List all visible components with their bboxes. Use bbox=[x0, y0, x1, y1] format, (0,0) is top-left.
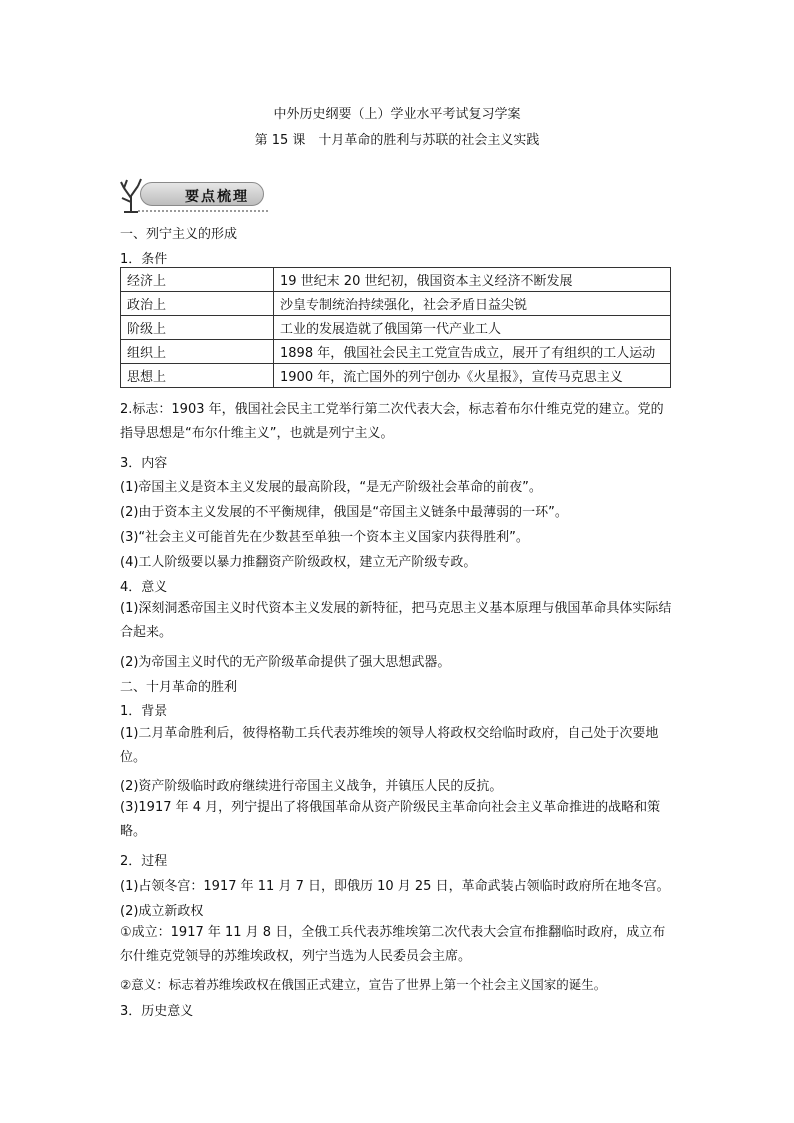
banner-pill bbox=[140, 182, 264, 206]
table-key: 思想上 bbox=[121, 364, 274, 388]
page-title: 中外历史纲要（上）学业水平考试复习学案 bbox=[273, 107, 521, 122]
subheading: 3．内容 bbox=[120, 456, 168, 471]
lesson-title: 第 15 课 十月革命的胜利与苏联的社会主义实践 bbox=[254, 133, 540, 148]
list-item: ①成立：1917 年 11 月 8 日，全俄工兵代表苏维埃第二次代表大会宣布推翻临时政府，成立布尔什维克党领导的苏维埃政权，列宁当选为人民委员会主席。 bbox=[120, 925, 666, 964]
banner-underline bbox=[138, 210, 268, 212]
banner-label: 要点梳理 bbox=[185, 189, 249, 205]
list-item: (2)资产阶级临时政府继续进行帝国主义战争，并镇压人民的反抗。 bbox=[120, 779, 503, 794]
table-value: 1898 年，俄国社会民主工党宣告成立，展开了有组织的工人运动 bbox=[274, 340, 671, 364]
table-row bbox=[121, 292, 671, 316]
table-value: 工业的发展造就了俄国第一代产业工人 bbox=[274, 316, 671, 340]
table-value: 1900 年，流亡国外的列宁创办《火星报》，宣传马克思主义 bbox=[274, 364, 671, 388]
table-row bbox=[121, 340, 671, 364]
table-row bbox=[121, 268, 671, 292]
table-value: 沙皇专制统治持续强化，社会矛盾日益尖锐 bbox=[274, 292, 671, 316]
list-item: (2)成立新政权 bbox=[120, 904, 204, 919]
subheading: 2．过程 bbox=[120, 854, 168, 869]
list-item: (3)1917 年 4 月，列宁提出了将俄国革命从资产阶级民主革命向社会主义革命推进的战略和策略。 bbox=[120, 800, 661, 839]
section-heading: 二、十月革命的胜利 bbox=[120, 680, 238, 695]
list-item: (4)工人阶级要以暴力推翻资产阶级政权，建立无产阶级专政。 bbox=[120, 555, 477, 570]
section-heading: 一、列宁主义的形成 bbox=[120, 227, 238, 242]
table-key: 经济上 bbox=[121, 268, 274, 292]
section-banner bbox=[118, 176, 270, 214]
list-item: (1)帝国主义是资本主义发展的最高阶段，“是无产阶级社会革命的前夜”。 bbox=[120, 480, 542, 495]
table-row bbox=[121, 364, 671, 388]
subheading: 4．意义 bbox=[120, 580, 168, 595]
subheading: 1．背景 bbox=[120, 704, 168, 719]
list-item: (1)深刻洞悉帝国主义时代资本主义发展的新特征，把马克思主义基本原理与俄国革命具体实际结合起来。 bbox=[120, 601, 672, 640]
list-item: (2)为帝国主义时代的无产阶级革命提供了强大思想武器。 bbox=[120, 655, 451, 670]
list-item: (1)占领冬宫：1917 年 11 月 7 日，即俄历 10 月 25 日，革命武装占领临时政府所在地冬宫。 bbox=[120, 879, 670, 894]
list-item: (2)由于资本主义发展的不平衡规律，俄国是“帝国主义链条中最薄弱的一环”。 bbox=[120, 505, 568, 520]
list-item: ②意义：标志着苏维埃政权在俄国正式建立，宣告了世界上第一个社会主义国家的诞生。 bbox=[120, 977, 607, 992]
subheading: 1．条件 bbox=[120, 252, 168, 267]
paragraph: 2.标志：1903 年，俄国社会民主工党举行第二次代表大会，标志着布尔什维克党的建立。党的指导思想是“布尔什维主义”，也就是列宁主义。 bbox=[120, 402, 664, 441]
list-item: (3)“社会主义可能首先在少数甚至单独一个资本主义国家内获得胜利”。 bbox=[120, 530, 529, 545]
table-key: 政治上 bbox=[121, 292, 274, 316]
conditions-table bbox=[120, 267, 671, 388]
table-key: 阶级上 bbox=[121, 316, 274, 340]
subheading: 3．历史意义 bbox=[120, 1004, 194, 1019]
table-key: 组织上 bbox=[121, 340, 274, 364]
table-row bbox=[121, 316, 671, 340]
list-item: (1)二月革命胜利后，彼得格勒工兵代表苏维埃的领导人将政权交给临时政府，自己处于次要地位。 bbox=[120, 726, 659, 765]
table-value: 19 世纪末 20 世纪初，俄国资本主义经济不断发展 bbox=[274, 268, 671, 292]
